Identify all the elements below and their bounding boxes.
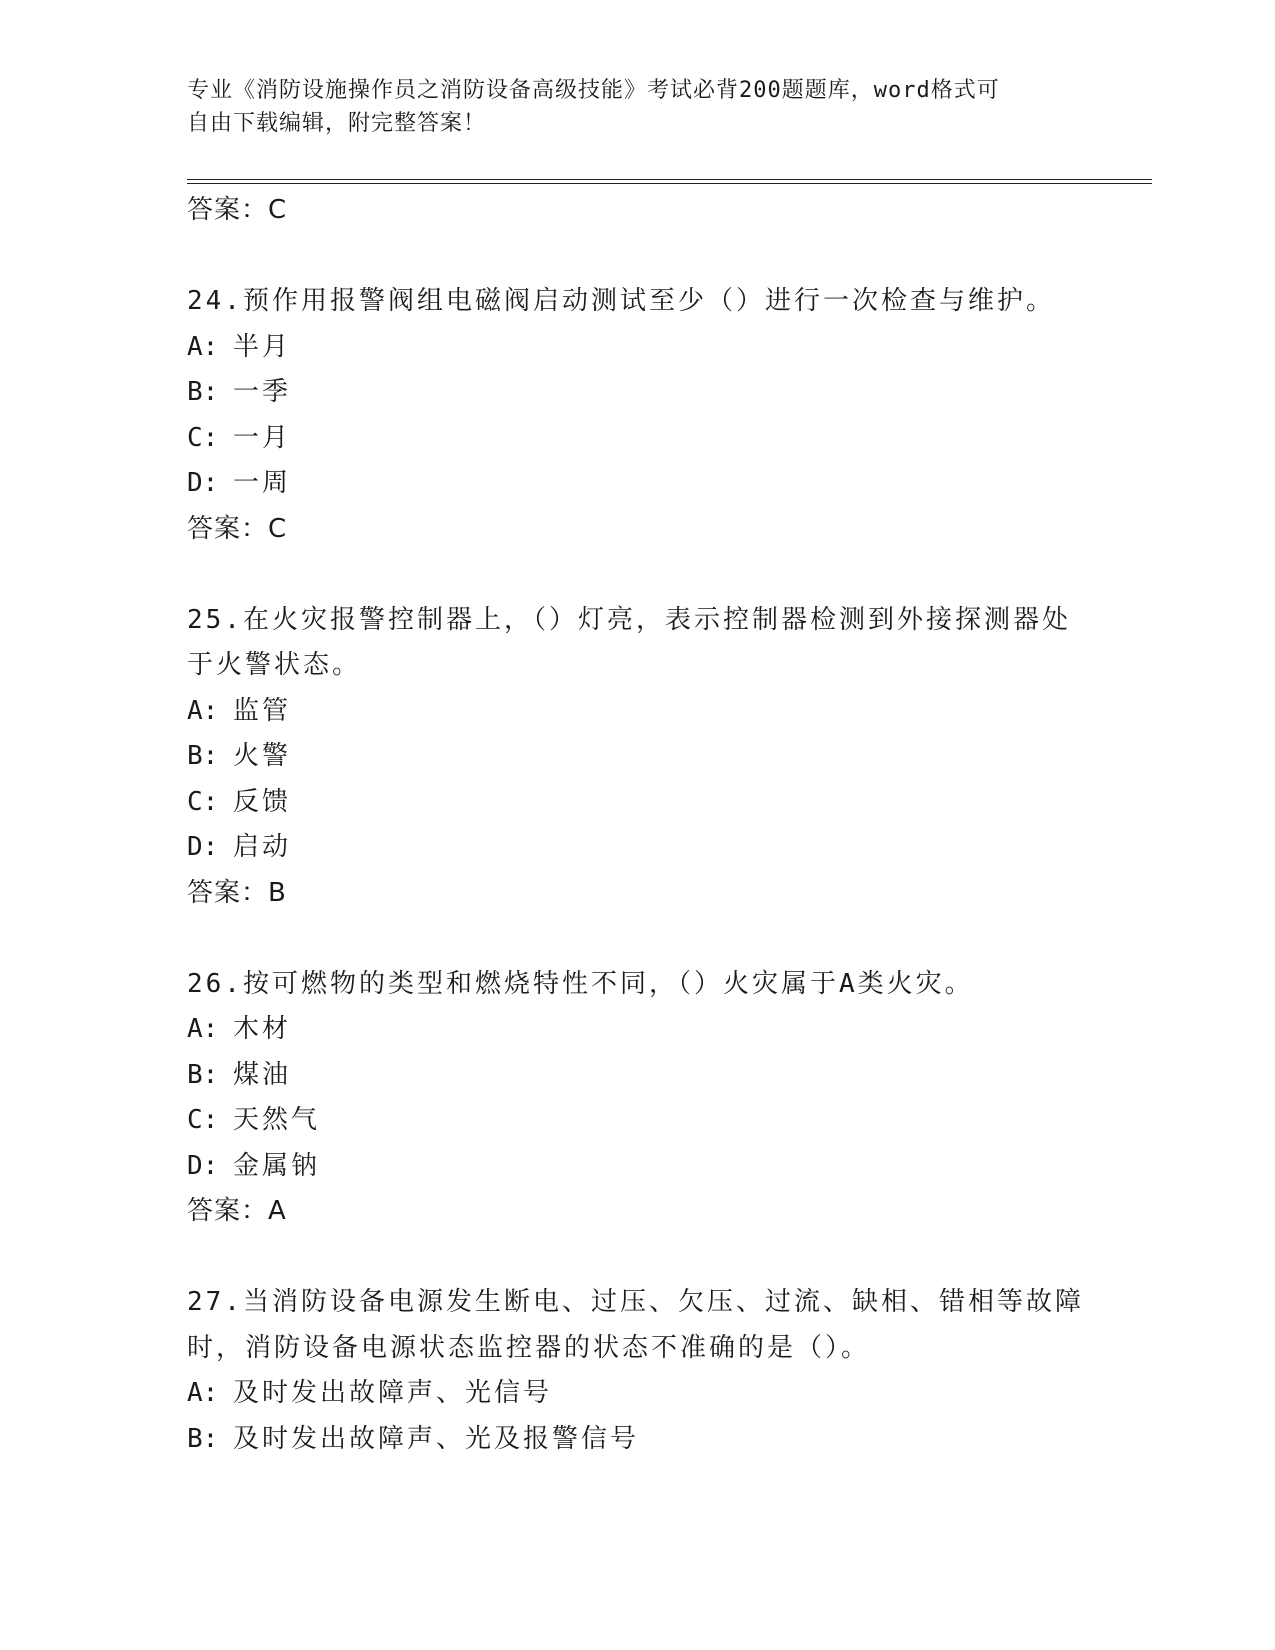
option-text: 木材 [233, 1014, 292, 1044]
answer-line: 答案：A [187, 1196, 287, 1226]
option-letter: B: [187, 1423, 219, 1454]
question-block [187, 1280, 1087, 1462]
option-text: 一季 [233, 377, 292, 407]
header-line-1: 专业《消防设施操作员之消防设备高级技能》考试必背200题题库，word格式可 [187, 78, 1000, 103]
header-line-2: 自由下载编辑，附完整答案！ [187, 111, 487, 136]
option-a [187, 325, 1087, 371]
option-letter: C: [187, 1105, 219, 1135]
question-block [187, 279, 1087, 552]
question-block [187, 598, 1087, 917]
answer-line: 答案：C [187, 513, 288, 544]
option-text: 反馈 [233, 786, 292, 817]
option-letter: A: [187, 331, 219, 362]
spacer [187, 234, 1087, 280]
option-text: 监管 [233, 695, 292, 726]
previous-answer: 答案：C [187, 195, 288, 225]
option-letter: C: [187, 422, 219, 453]
option-a [187, 1371, 1087, 1417]
option-text: 半月 [233, 331, 292, 362]
question-text: 26.按可燃物的类型和燃烧特性不同，（）火灾属于A类火灾。 [187, 968, 974, 999]
question-list [187, 188, 1087, 1462]
option-text: 火警 [233, 741, 292, 771]
question-block [187, 962, 1087, 1235]
question-text-continued: 时，消防设备电源状态监控器的状态不准确的是（）。 [187, 1332, 871, 1363]
option-text: 启动 [233, 832, 292, 862]
question-text: 27.当消防设备电源发生断电、过压、欠压、过流、缺相、错相等故障 [187, 1287, 1084, 1317]
answer-line: 答案：B [187, 877, 287, 908]
option-text: 一周 [233, 468, 292, 498]
question-text-continued: 于火警状态。 [187, 650, 362, 680]
option-a [187, 689, 1087, 735]
option-letter: C: [187, 786, 219, 817]
option-text: 煤油 [233, 1059, 292, 1090]
spacer [187, 552, 1087, 598]
option-letter: A: [187, 1014, 219, 1044]
option-letter: A: [187, 695, 219, 726]
option-letter: D: [187, 1150, 219, 1181]
option-b [187, 370, 1087, 416]
option-d [187, 825, 1087, 871]
option-b [187, 1417, 1087, 1463]
spacer [187, 1235, 1087, 1281]
option-c [187, 1098, 1087, 1144]
option-c [187, 416, 1087, 462]
option-b [187, 734, 1087, 780]
option-d [187, 1144, 1087, 1190]
option-c [187, 780, 1087, 826]
option-text: 一月 [233, 422, 292, 453]
option-letter: B: [187, 1059, 219, 1090]
header-divider-bottom [187, 183, 1152, 184]
option-letter: B: [187, 377, 219, 407]
option-text: 及时发出故障声、光及报警信号 [233, 1423, 640, 1454]
option-letter: D: [187, 468, 219, 498]
option-text: 及时发出故障声、光信号 [233, 1378, 553, 1408]
option-a [187, 1007, 1087, 1053]
option-text: 天然气 [233, 1105, 321, 1135]
question-text: 24.预作用报警阀组电磁阀启动测试至少（）进行一次检查与维护。 [187, 286, 1055, 316]
spacer [187, 916, 1087, 962]
header-divider-top [187, 179, 1152, 180]
option-text: 金属钠 [233, 1150, 321, 1181]
option-d [187, 461, 1087, 507]
option-b [187, 1053, 1087, 1099]
document-header [187, 74, 1067, 140]
option-letter: D: [187, 832, 219, 862]
question-text: 25.在火灾报警控制器上，（）灯亮，表示控制器检测到外接探测器处 [187, 604, 1071, 635]
option-letter: B: [187, 741, 219, 771]
option-letter: A: [187, 1378, 219, 1408]
